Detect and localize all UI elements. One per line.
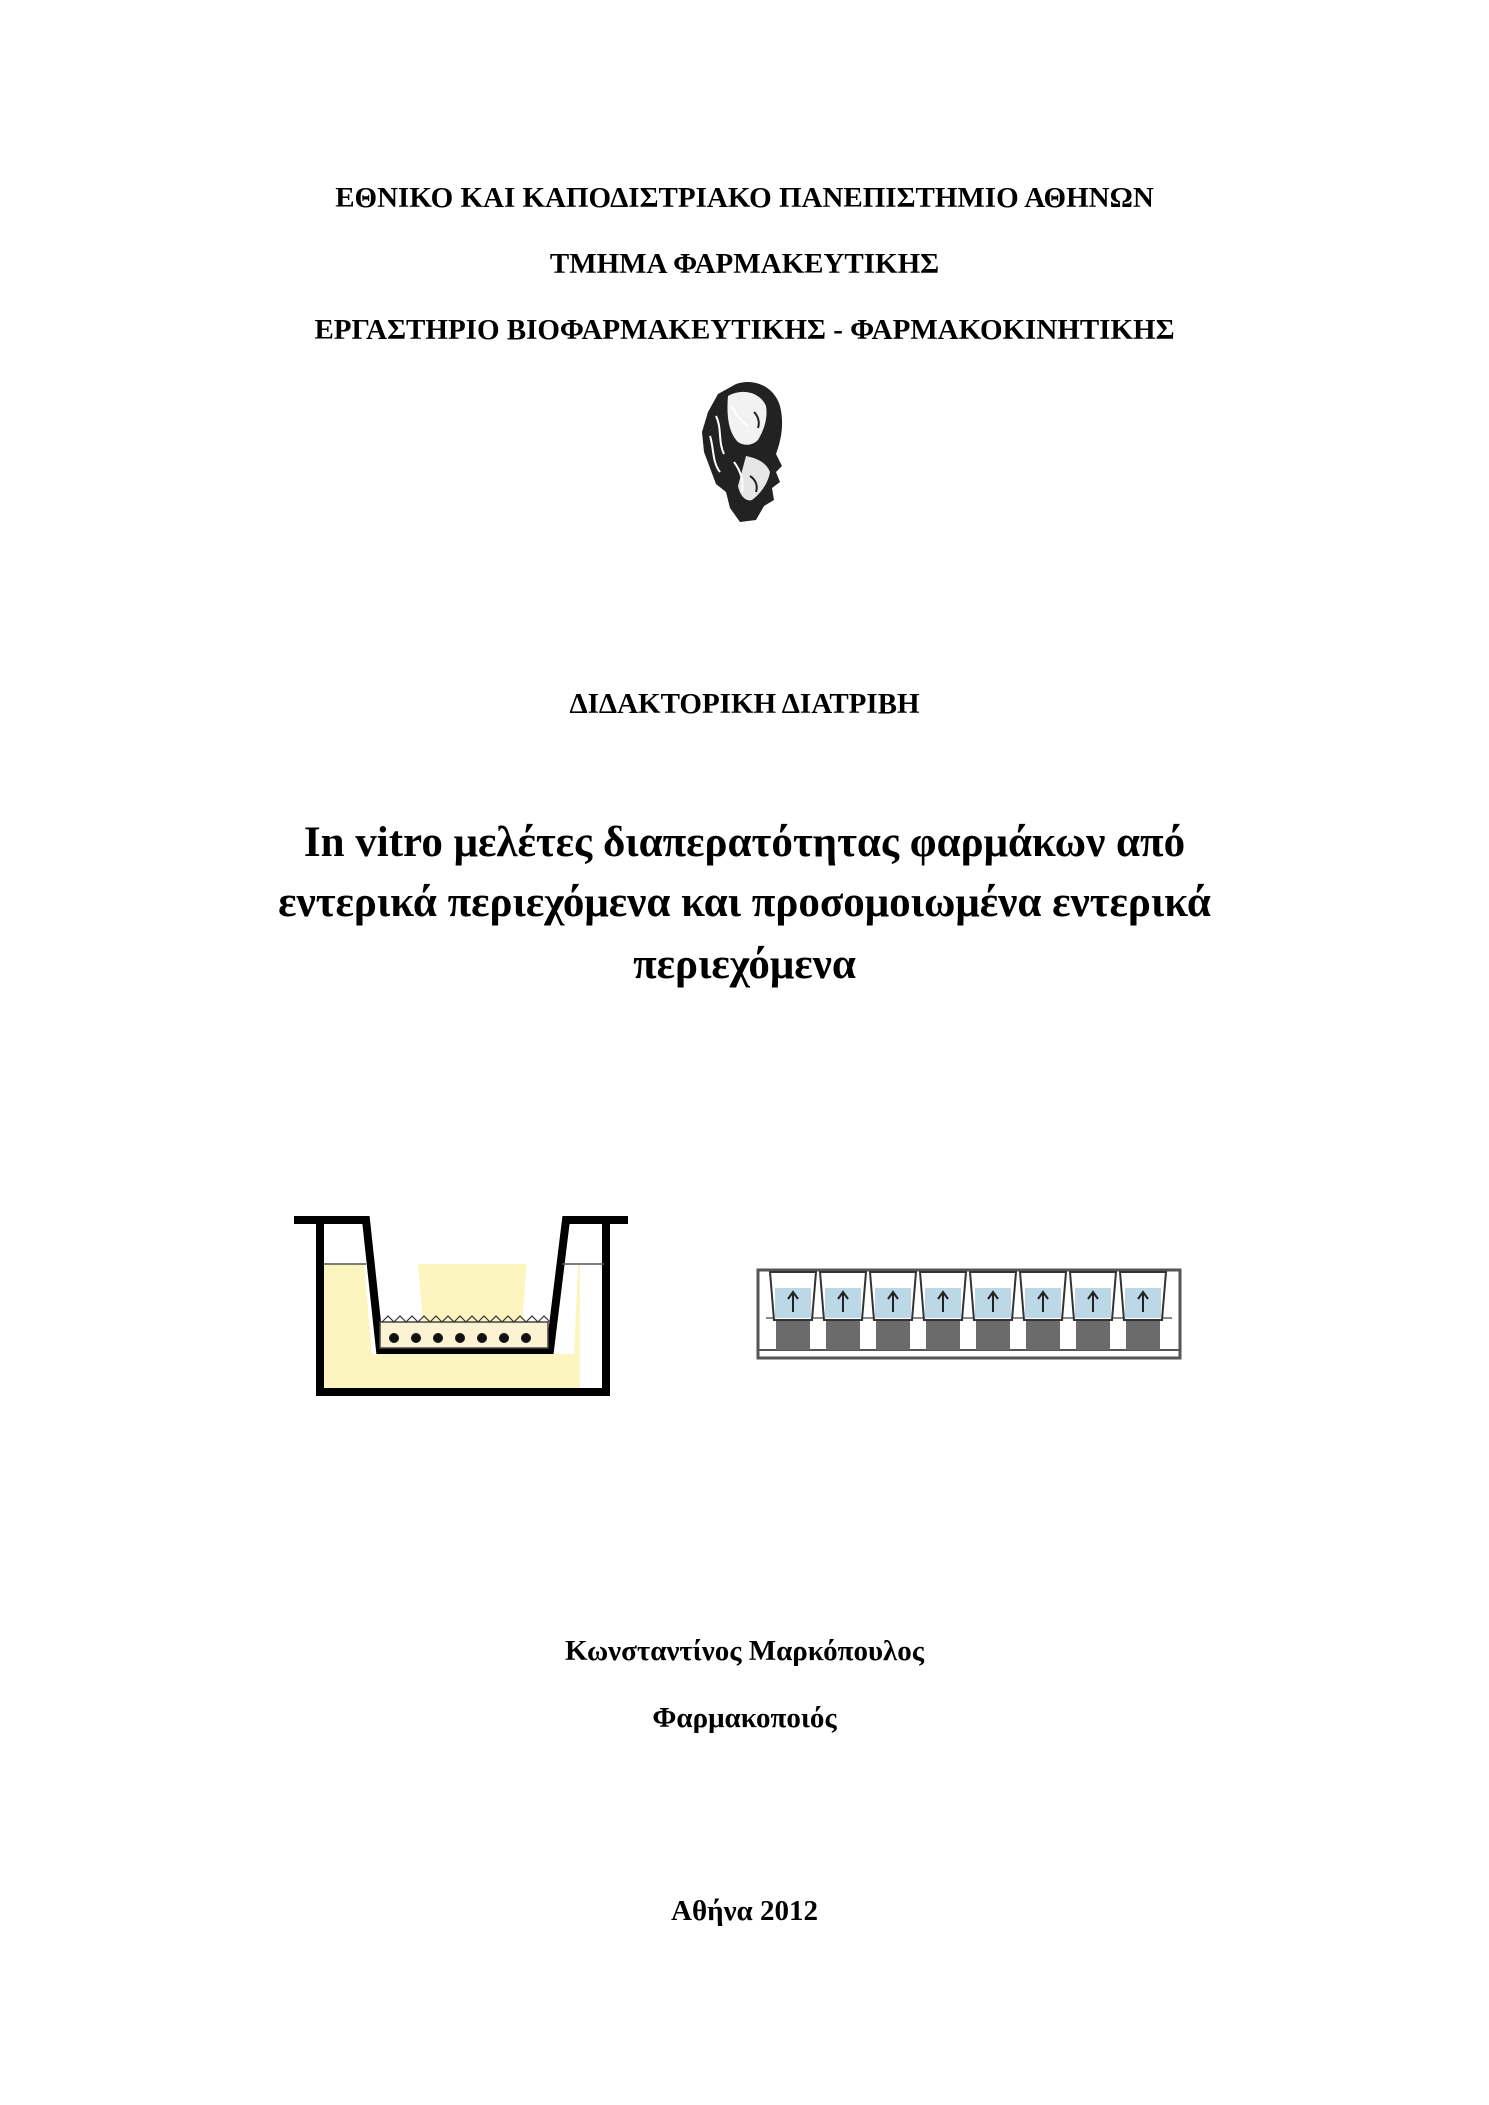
laboratory-name: ΕΡΓΑΣΤΗΡΙΟ ΒΙΟΦΑΡΜΑΚΕΥΤΙΚΗΣ - ΦΑΡΜΑΚΟΚΙΝΗΤΙΚΗΣ: [314, 314, 1175, 346]
thesis-title-line-1: In vitro μελέτες διαπερατότητας φαρμάκων από: [303, 819, 1186, 866]
multiwell-plate-diagram-icon: [756, 1266, 1182, 1364]
thesis-title-line-2: εντερικά περιεχόμενα και προσομοιωμένα εντερικά: [278, 879, 1211, 926]
university-name: ΕΘΝΙΚΟ ΚΑΙ ΚΑΠΟΔΙΣΤΡΙΑΚΟ ΠΑΝΕΠΙΣΤΗΜΙΟ ΑΘΗΝΩΝ: [335, 182, 1154, 214]
thesis-title-line-3: περιεχόμενα: [633, 941, 856, 988]
author-profession: Φαρμακοποιός: [652, 1702, 837, 1734]
author-name: Κωνσταντίνος Μαρκόπουλος: [564, 1635, 924, 1667]
transwell-insert-diagram-icon: [294, 1214, 634, 1400]
department-name: ΤΜΗΜΑ ΦΑΡΜΑΚΕΥΤΙΚΗΣ: [549, 248, 940, 280]
athena-head-emblem-icon: [696, 376, 800, 524]
place-and-date: Αθήνα 2012: [671, 1895, 818, 1927]
document-type: ΔΙΔΑΚΤΟΡΙΚΗ ΔΙΑΤΡΙΒΗ: [569, 688, 920, 720]
